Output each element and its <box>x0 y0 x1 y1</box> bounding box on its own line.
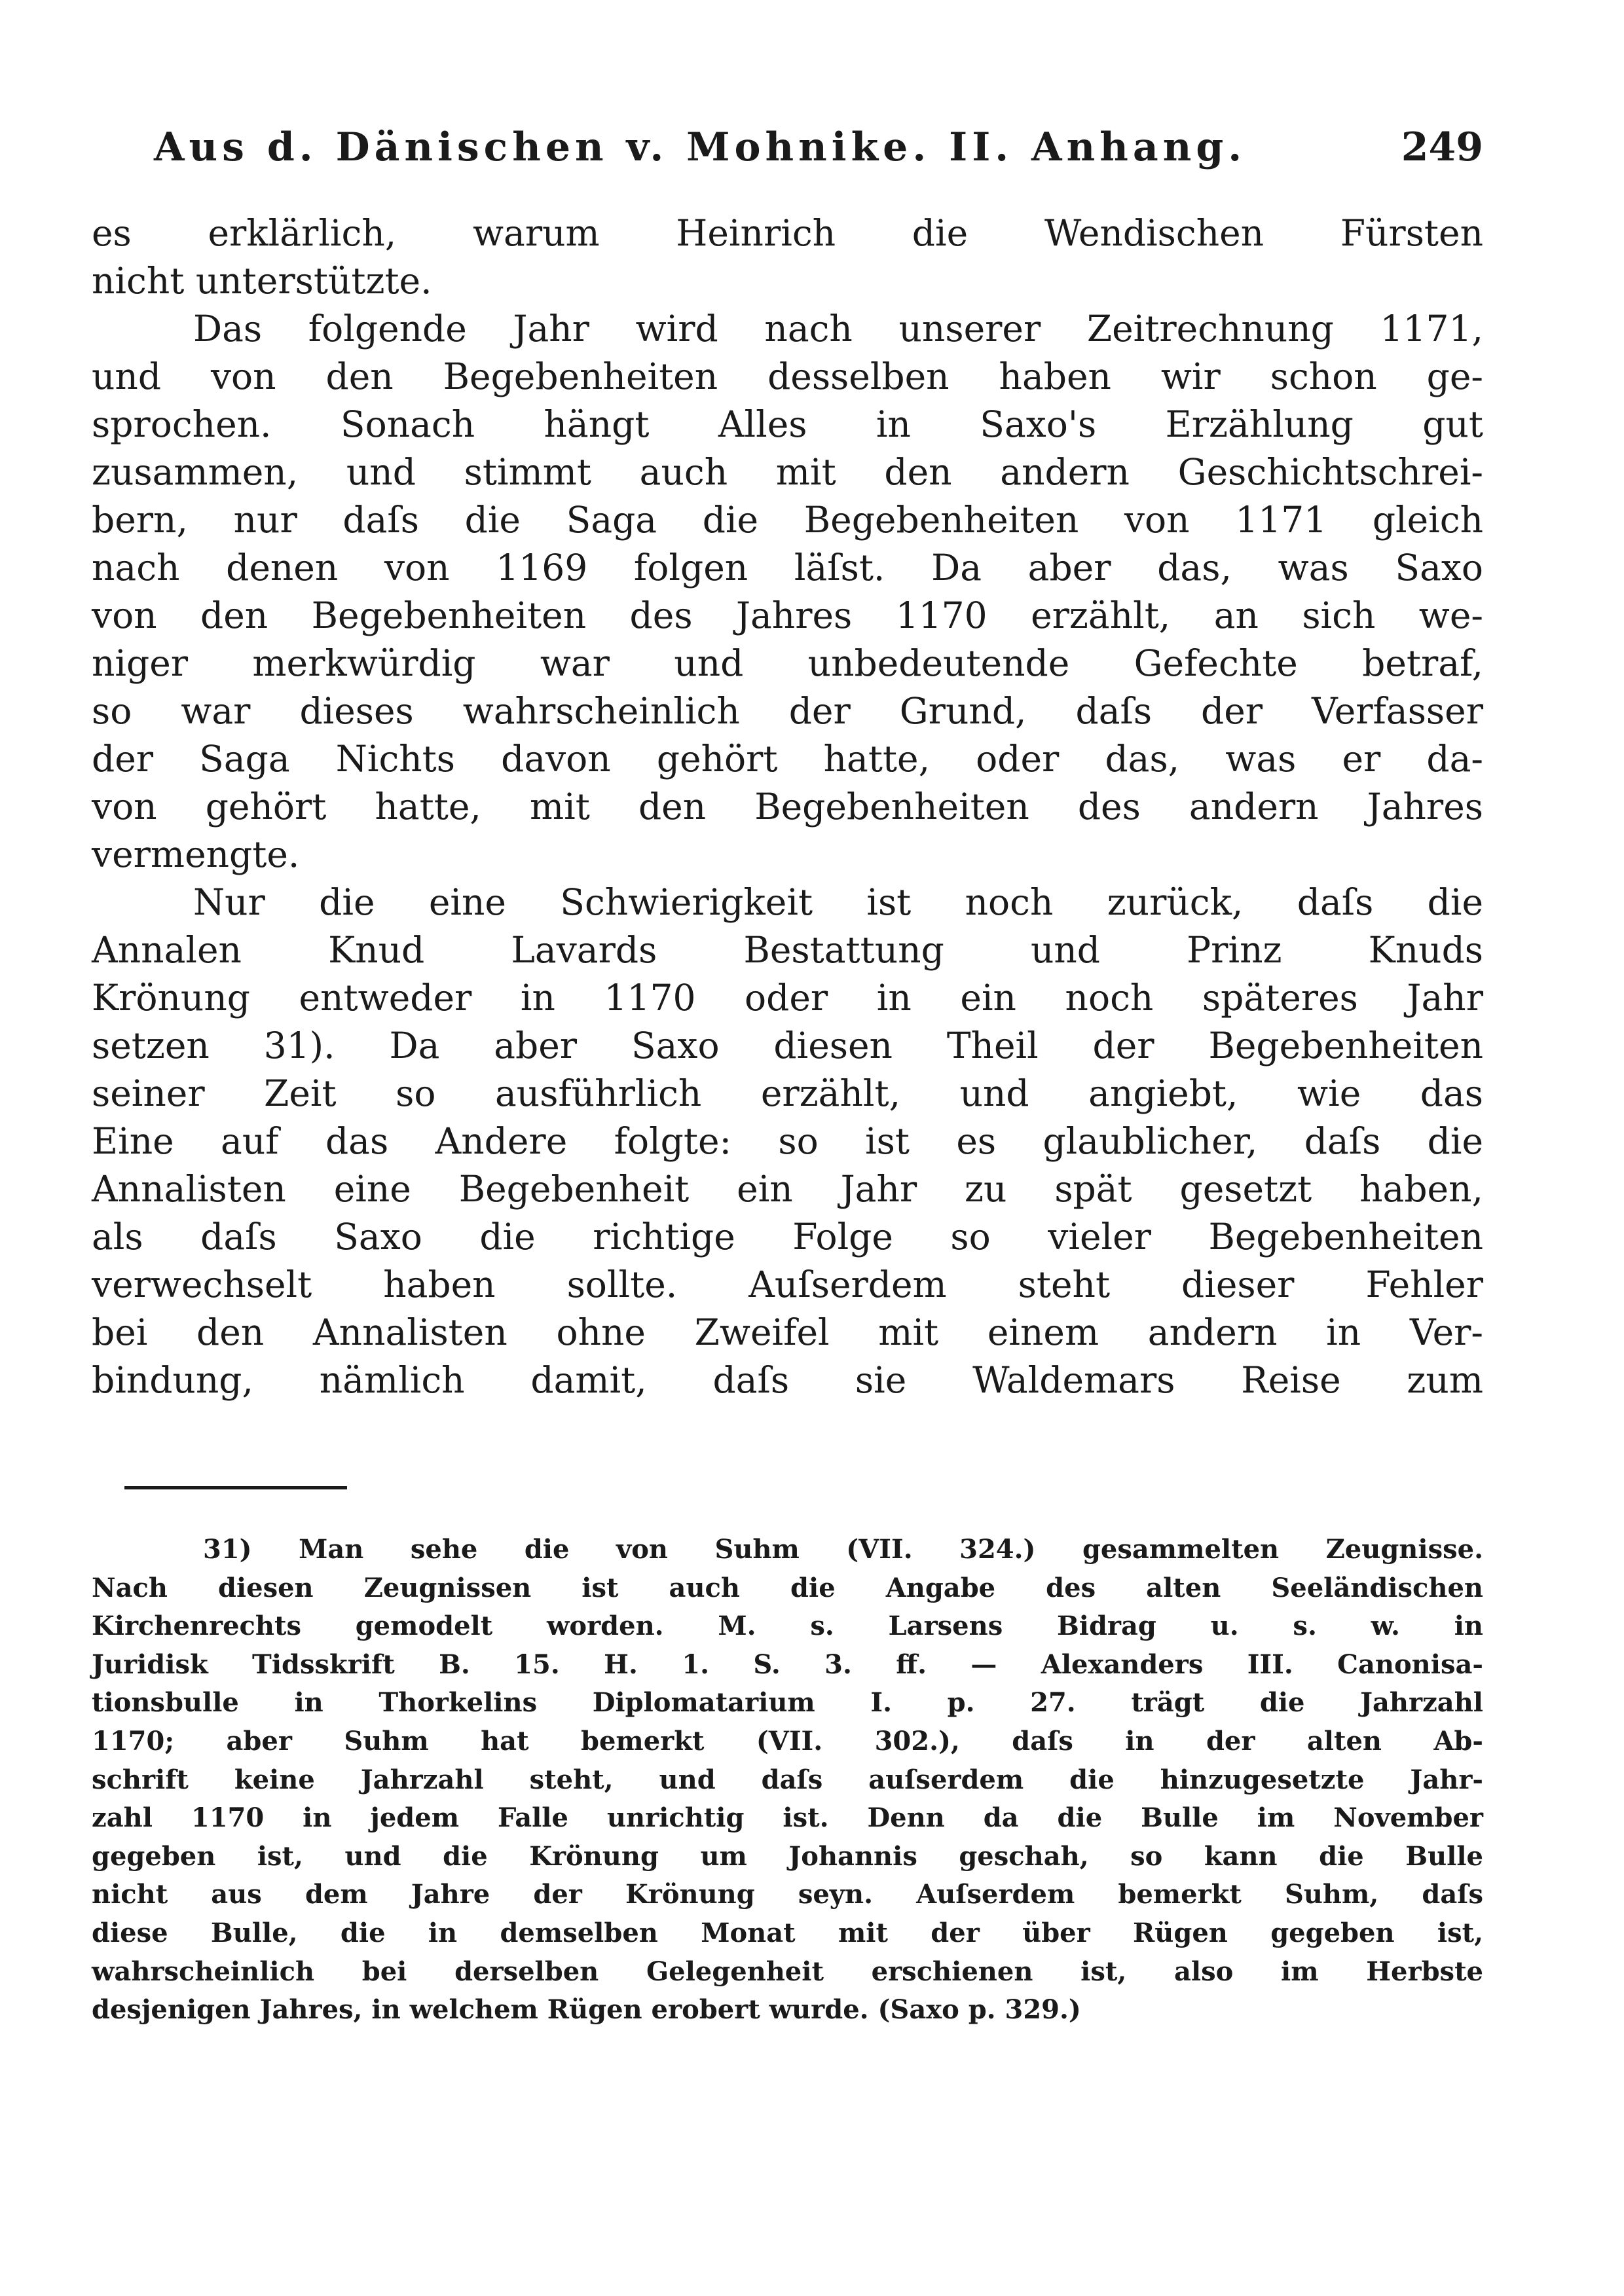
text-line: seiner Zeit so ausführlich erzählt, und angiebt, wie das <box>92 1072 1483 1114</box>
text-line: setzen 31). Da aber Saxo diesen Theil der Begebenheiten <box>92 1025 1483 1066</box>
text-line: bindung, nämlich damit, daſs sie Waldemars Reise zum <box>92 1359 1483 1401</box>
footnote-line: diese Bulle, die in demselben Monat mit der über Rügen gegeben ist, <box>92 1917 1483 1948</box>
text-line: so war dieses wahrscheinlich der Grund, daſs der Verfasser <box>92 690 1483 732</box>
text-line: und von den Begebenheiten desselben haben wir schon ge- <box>92 355 1483 397</box>
footnote-line: Nach diesen Zeugnissen ist auch die Angabe des alten Seeländischen <box>92 1572 1483 1603</box>
text-line: von den Begebenheiten des Jahres 1170 erzählt, an sich we- <box>92 594 1483 636</box>
footnote-line: nicht aus dem Jahre der Krönung seyn. Auſserdem bemerkt Suhm, daſs <box>92 1879 1483 1910</box>
footnote-line: 31) Man sehe die von Suhm (VII. 324.) gesammelten Zeugnisse. <box>203 1534 1483 1565</box>
footnote-line: zahl 1170 in jedem Falle unrichtig ist. Denn da die Bulle im November <box>92 1802 1483 1834</box>
footnote-line: Kirchenrechts gemodelt worden. M. s. Larsens Bidrag u. s. w. in <box>92 1611 1483 1642</box>
text-line: bei den Annalisten ohne Zweifel mit einem andern in Ver- <box>92 1311 1483 1353</box>
text-line: Nur die eine Schwierigkeit ist noch zurück, daſs die <box>193 881 1483 923</box>
footnote-separator <box>124 1486 347 1489</box>
text-line: Eine auf das Andere folgte: so ist es glaublicher, daſs die <box>92 1120 1483 1162</box>
text-line: Das folgende Jahr wird nach unserer Zeitrechnung 1171, <box>193 308 1483 350</box>
text-line: bern, nur daſs die Saga die Begebenheiten von 1171 gleich <box>92 499 1483 541</box>
footnote-line: desjenigen Jahres, in welchem Rügen erobert wurde. (Saxo p. 329.) <box>92 1994 1081 2026</box>
text-line: Annalen Knud Lavards Bestattung und Prinz Knuds <box>92 929 1483 971</box>
text-line: der Saga Nichts davon gehört hatte, oder das, was er da- <box>92 738 1483 780</box>
text-line: Krönung entweder in 1170 oder in ein noch späteres Jahr <box>92 977 1483 1019</box>
footnote-line: schrift keine Jahrzahl steht, und daſs auſserdem die hinzugesetzte Jahr- <box>92 1764 1483 1795</box>
text-line: von gehört hatte, mit den Begebenheiten des andern Jahres <box>92 786 1483 828</box>
footnotes <box>92 1531 1483 2030</box>
footnote-line: Juridisk Tidsskrift B. 15. H. 1. S. 3. ff. — Alexanders III. Canonisa- <box>92 1649 1483 1680</box>
page-number: 249 <box>1401 124 1483 170</box>
text-line: nach denen von 1169 folgen läſst. Da aber das, was Saxo <box>92 547 1483 589</box>
text-line: verwechselt haben sollte. Auſserdem steht dieser Fehler <box>92 1264 1483 1305</box>
page-header <box>154 124 1483 183</box>
text-line: Annalisten eine Begebenheit ein Jahr zu spät gesetzt haben, <box>92 1168 1483 1210</box>
text-line: als daſs Saxo die richtige Folge so vieler Begebenheiten <box>92 1216 1483 1258</box>
running-head: Aus d. Dänischen v. Mohnike. II. Anhang. <box>154 124 1247 170</box>
footnote-line: tionsbulle in Thorkelins Diplomatarium I. p. 27. trägt die Jahrzahl <box>92 1687 1483 1719</box>
text-line: sprochen. Sonach hängt Alles in Saxo's Erzählung gut <box>92 403 1483 445</box>
footnote-line: 1170; aber Suhm hat bemerkt (VII. 302.), daſs in der alten Ab- <box>92 1725 1483 1757</box>
text-line: niger merkwürdig war und unbedeutende Gefechte betraf, <box>92 642 1483 684</box>
footnote-line: wahrscheinlich bei derselben Gelegenheit erschienen ist, also im Herbste <box>92 1956 1483 1987</box>
text-line: vermengte. <box>92 833 300 875</box>
main-text <box>92 210 1483 1404</box>
text-line: nicht unterstützte. <box>92 260 432 302</box>
text-line: zusammen, und stimmt auch mit den andern Geschichtschrei- <box>92 451 1483 493</box>
text-line: es erklärlich, warum Heinrich die Wendischen Fürsten <box>92 212 1483 254</box>
footnote-line: gegeben ist, und die Krönung um Johannis geschah, so kann die Bulle <box>92 1840 1483 1872</box>
